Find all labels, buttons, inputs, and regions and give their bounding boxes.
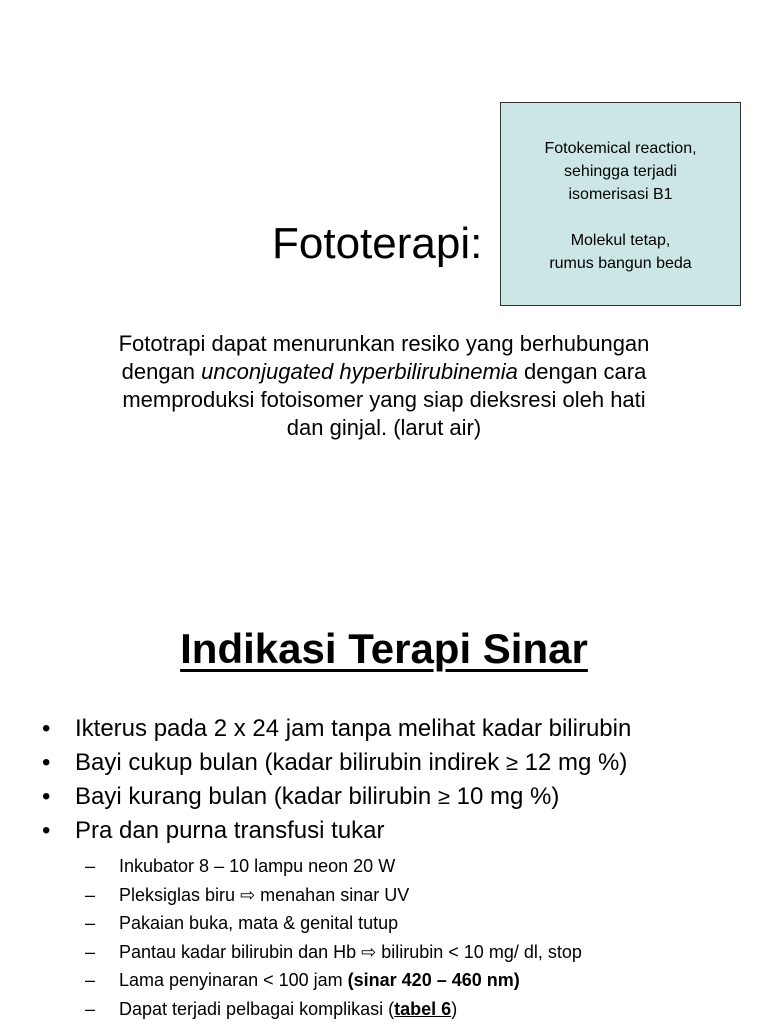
paragraph-italic-term: unconjugated hyperbilirubinemia	[201, 359, 518, 384]
sub-text: Dapat terjadi pelbagai komplikasi (	[119, 998, 395, 1019]
bullet-item	[40, 814, 760, 848]
sub-item	[85, 852, 582, 881]
sub-text: menahan sinar UV	[255, 884, 410, 905]
bullet-text: Pra dan purna transfusi tukar	[75, 817, 385, 844]
body-paragraph	[104, 330, 664, 442]
sub-text: bilirubin < 10 mg/ dl, stop	[376, 941, 582, 962]
sub-item	[85, 966, 582, 995]
slide-title-indikasi	[0, 622, 768, 676]
callout-line: sehingga terjadi	[564, 163, 677, 180]
slide-title-text: Indikasi Terapi Sinar	[180, 625, 588, 672]
sub-text-bold: (sinar 420 – 460 nm)	[347, 970, 520, 990]
gte-symbol: ≥	[505, 750, 518, 775]
sub-text: Pleksiglas biru	[119, 884, 241, 905]
callout-line: isomerisasi B1	[568, 186, 673, 203]
paragraph-text: dengan cara memproduksi fotoisomer yang siap dieksresi oleh hati dan ginjal. (larut air)	[122, 359, 647, 440]
sub-text: Pantau kadar bilirubin dan Hb	[119, 941, 362, 962]
sub-text: Lama penyinaran < 100 jam	[119, 970, 348, 990]
callout-line: rumus bangun beda	[549, 255, 692, 272]
sub-text: )	[451, 998, 458, 1019]
bullet-item	[40, 712, 760, 746]
bullet-list	[40, 712, 760, 848]
slide-title-fototerapi: Fototerapi:	[272, 219, 483, 268]
callout-line: Molekul tetap,	[570, 232, 671, 249]
sub-item	[85, 938, 582, 967]
sub-item	[85, 881, 582, 910]
sub-text: Inkubator 8 – 10 lampu neon 20 W	[119, 856, 396, 876]
table-reference: tabel 6	[394, 998, 452, 1019]
bullet-item	[40, 746, 760, 780]
bullet-text: Ikterus pada 2 x 24 jam tanpa melihat kadar bilirubin	[75, 715, 632, 742]
gte-symbol: ≥	[437, 784, 450, 809]
slide-indikasi	[0, 512, 768, 1024]
callout-gap	[501, 206, 740, 229]
callout-line: Fotokemical reaction,	[544, 140, 697, 157]
bullet-item	[40, 780, 760, 814]
bullet-text: 12 mg %)	[517, 749, 628, 776]
bullet-text: 10 mg %)	[449, 783, 560, 810]
sub-list	[85, 852, 582, 1023]
paragraph-text: Fototrapi dapat menurunkan resiko yang berhubungan dengan	[118, 331, 650, 384]
sub-item	[85, 995, 582, 1024]
callout-box	[500, 102, 741, 306]
bullet-text: Bayi cukup bulan (kadar bilirubin indirek	[75, 749, 506, 776]
sub-item	[85, 909, 582, 938]
sub-list-wrap	[85, 852, 582, 1023]
bullet-text: Bayi kurang bulan (kadar bilirubin	[75, 783, 438, 810]
arrow-right-icon: ⇨	[240, 884, 256, 905]
sub-text: Pakaian buka, mata & genital tutup	[119, 913, 399, 933]
arrow-right-icon: ⇨	[361, 941, 377, 962]
